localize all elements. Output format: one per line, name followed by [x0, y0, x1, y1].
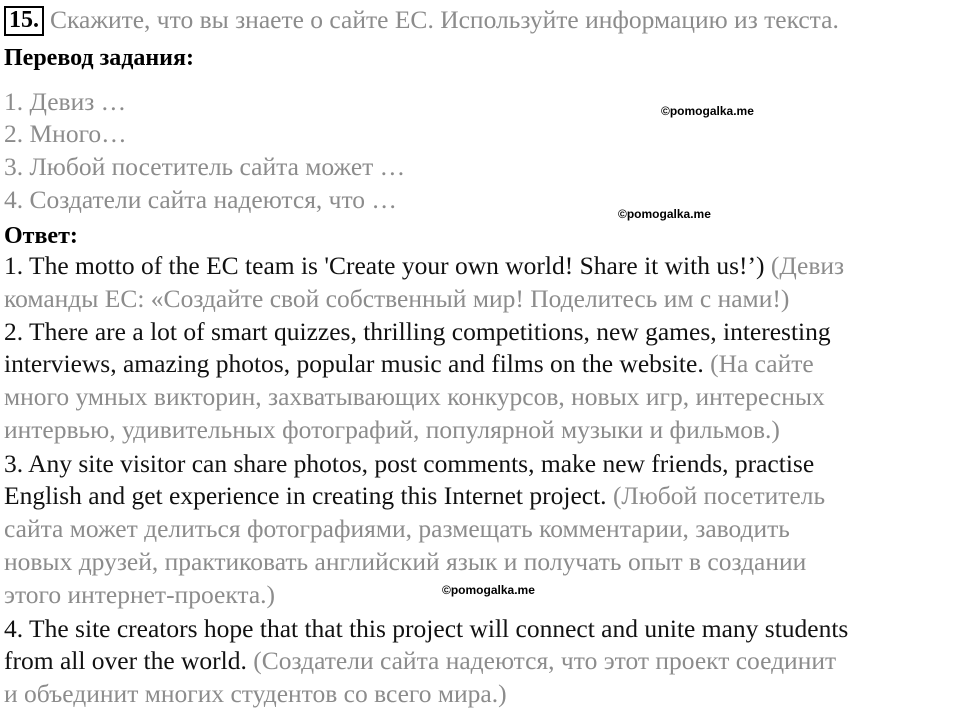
answer-2-russian-start: (На сайте: [710, 349, 814, 378]
translation-item-1: 1. Девиз …: [4, 87, 127, 116]
answer-4-line-3: и объединит многих студентов со всего мира.): [4, 679, 507, 708]
translation-item-3: 3. Любой посетитель сайта может …: [4, 152, 406, 181]
translation-item-2: 2. Много…: [4, 119, 127, 148]
answer-2-line-1: 2. There are a lot of smart quizzes, thrilling competitions, new games, interesting: [4, 317, 831, 346]
answer-heading: Ответ:: [4, 223, 78, 249]
translation-heading: Перевод задания:: [4, 45, 194, 71]
answer-3-line-1: 3. Any site visitor can share photos, post comments, make new friends, practise: [4, 449, 815, 478]
answer-3-line-3: сайта может делиться фотографиями, размещать комментарии, заводить: [4, 514, 790, 543]
answer-3-russian-start: (Любой посетитель: [612, 481, 826, 510]
answer-2-line-3: много умных викторин, захватывающих конкурсов, новых игр, интересных: [4, 382, 825, 411]
watermark-1: ©pomogalka.me: [661, 104, 754, 118]
task-line: [4, 4, 839, 37]
answer-1-english: 1. The motto of the EC team is 'Create your own world! Share it with us!’): [4, 251, 765, 280]
answer-4-russian-start: (Создатели сайта надеются, что этот проект соединит: [253, 646, 837, 675]
answer-1-russian-start: (Девиз: [770, 251, 845, 280]
answer-1-line-2: команды ЕС: «Создайте свой собственный мир! Поделитесь им с нами!): [4, 284, 790, 313]
answer-2-line-4: интервью, удивительных фотографий, популярной музыки и фильмов.): [4, 415, 780, 444]
answer-3-english-end: English and get experience in creating this Internet project.: [4, 481, 607, 510]
answer-4-line-2: [4, 645, 836, 677]
answer-3-line-4: новых друзей, практиковать английский язык и получать опыт в создании: [4, 547, 807, 576]
answer-1-line-1: [4, 250, 844, 282]
answer-3-line-2: [4, 480, 825, 512]
answer-4-english-end: from all over the world.: [4, 646, 247, 675]
answer-3-line-5: этого интернет-проекта.): [4, 580, 276, 609]
watermark-2: ©pomogalka.me: [618, 207, 711, 221]
watermark-3: ©pomogalka.me: [442, 583, 535, 597]
task-number: 15.: [4, 6, 44, 36]
answer-4-line-1: 4. The site creators hope that that this project will connect and unite many students: [4, 614, 849, 643]
answer-2-line-2: [4, 348, 814, 380]
task-instruction: Скажите, что вы знаете о сайте ЕС. Используйте информацию из текста.: [50, 5, 839, 34]
answer-2-english-end: interviews, amazing photos, popular music and films on the website.: [4, 349, 704, 378]
translation-item-4: 4. Создатели сайта надеются, что …: [4, 185, 397, 214]
